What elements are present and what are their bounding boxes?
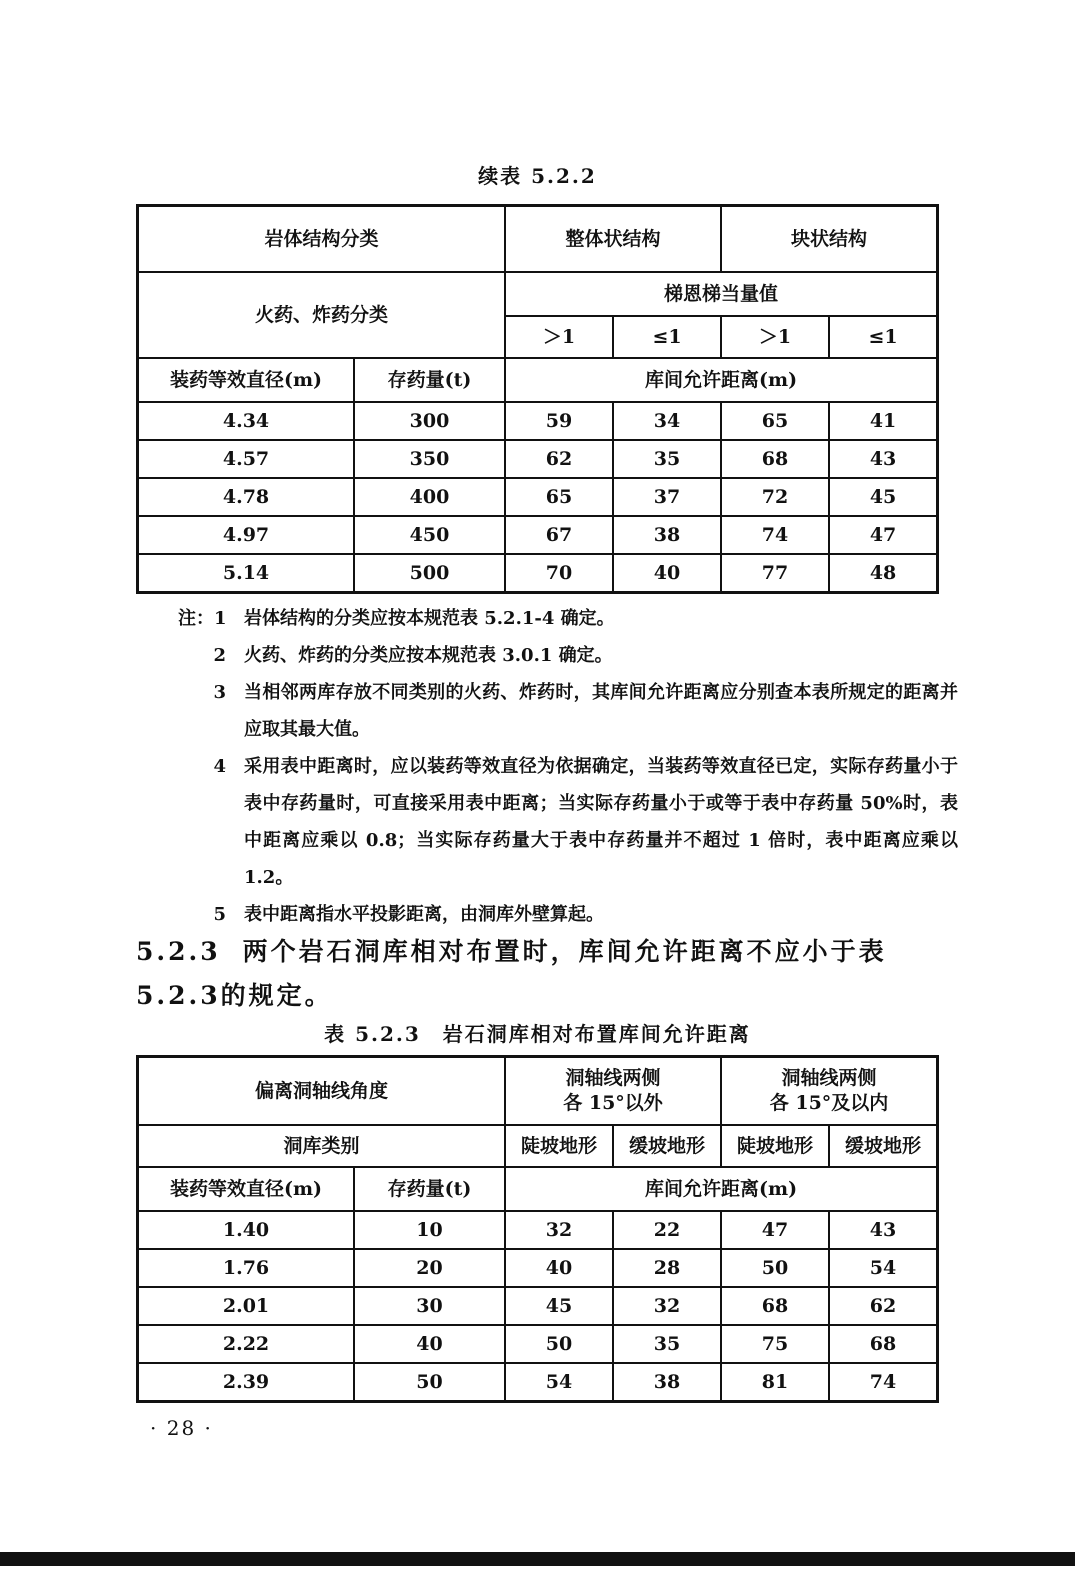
cell-distance: 65	[505, 478, 613, 516]
header-rock-structure: 岩体结构分类	[138, 206, 505, 272]
cell-distance: 50	[721, 1249, 829, 1287]
cell-storage: 30	[354, 1287, 505, 1325]
header-storage-amount: 存药量(t)	[354, 358, 505, 402]
cell-diameter: 4.97	[138, 516, 354, 554]
cell-diameter: 1.40	[138, 1211, 354, 1249]
cell-diameter: 2.01	[138, 1287, 354, 1325]
table-row	[138, 1325, 937, 1363]
header-inside-15-line2: 各 15°及以内	[769, 1092, 889, 1114]
header-inside-15	[721, 1057, 937, 1125]
cell-storage: 50	[354, 1363, 505, 1401]
cell-distance: 81	[721, 1363, 829, 1401]
note-text: 表中距离指水平投影距离，由洞库外壁算起。	[244, 904, 604, 925]
table-row	[138, 1249, 937, 1287]
note-number: 4	[213, 756, 226, 777]
cell-distance: 68	[829, 1325, 937, 1363]
header-tnt-le-1: ≤1	[613, 316, 721, 358]
cell-distance: 70	[505, 554, 613, 592]
cell-distance: 59	[505, 402, 613, 440]
cell-distance: 38	[613, 516, 721, 554]
table-2	[137, 1056, 938, 1402]
header-outside-15-line2: 各 15°以外	[563, 1092, 663, 1114]
cell-distance: 68	[721, 440, 829, 478]
cell-storage: 400	[354, 478, 505, 516]
cell-distance: 65	[721, 402, 829, 440]
note-number: 2	[213, 645, 226, 666]
table-row	[138, 516, 937, 554]
cell-storage: 40	[354, 1325, 505, 1363]
table-1-title: 续表 5.2.2	[478, 164, 597, 188]
cell-diameter: 4.34	[138, 402, 354, 440]
cell-diameter: 4.57	[138, 440, 354, 478]
cell-distance: 28	[613, 1249, 721, 1287]
cell-distance: 62	[829, 1287, 937, 1325]
clause-paragraph	[136, 930, 946, 1018]
cell-distance: 54	[829, 1249, 937, 1287]
cell-distance: 37	[613, 478, 721, 516]
note-label: 注：1	[178, 608, 227, 629]
cell-distance: 35	[613, 1325, 721, 1363]
table-row	[138, 1363, 937, 1401]
clause-text: 两个岩石洞库相对布置时，库间允许距离不应小于表5.2.3的规定。	[136, 937, 887, 1010]
header-charge-diameter: 装药等效直径(m)	[138, 358, 354, 402]
header-block-structure: 块状结构	[721, 206, 937, 272]
cell-distance: 40	[613, 554, 721, 592]
cell-distance: 35	[613, 440, 721, 478]
header-outside-15-line1: 洞轴线两侧	[565, 1067, 661, 1090]
note-item	[178, 637, 958, 674]
cell-storage: 10	[354, 1211, 505, 1249]
cell-distance: 45	[505, 1287, 613, 1325]
header-cave-category: 洞库类别	[138, 1125, 505, 1167]
cell-distance: 74	[829, 1363, 937, 1401]
cell-distance: 41	[829, 402, 937, 440]
note-item	[178, 896, 958, 933]
note-number: 5	[213, 904, 226, 925]
cell-distance: 47	[721, 1211, 829, 1249]
cell-distance: 32	[613, 1287, 721, 1325]
header-inside-15-line1: 洞轴线两侧	[781, 1067, 877, 1090]
header-allowed-distance: 库间允许距离(m)	[505, 358, 937, 402]
header-gentle-terrain: 缓坡地形	[829, 1125, 937, 1167]
table-row	[138, 554, 937, 592]
header-tnt-gt-1: ＞1	[721, 316, 829, 358]
cell-distance: 34	[613, 402, 721, 440]
header-steep-terrain: 陡坡地形	[721, 1125, 829, 1167]
cell-distance: 43	[829, 440, 937, 478]
cell-distance: 54	[505, 1363, 613, 1401]
cell-storage: 300	[354, 402, 505, 440]
table-row	[138, 1287, 937, 1325]
cell-storage: 500	[354, 554, 505, 592]
cell-distance: 72	[721, 478, 829, 516]
page-number: · 28 ·	[150, 1416, 213, 1440]
note-text: 岩体结构的分类应按本规范表 5.2.1-4 确定。	[244, 608, 615, 629]
header-tnt-gt-1: ＞1	[505, 316, 613, 358]
cell-distance: 47	[829, 516, 937, 554]
table-row	[138, 440, 937, 478]
header-steep-terrain: 陡坡地形	[505, 1125, 613, 1167]
cell-diameter: 2.22	[138, 1325, 354, 1363]
note-text: 火药、炸药的分类应按本规范表 3.0.1 确定。	[244, 645, 613, 666]
cell-distance: 68	[721, 1287, 829, 1325]
header-tnt-equivalent: 梯恩梯当量值	[505, 272, 937, 316]
header-charge-diameter: 装药等效直径(m)	[138, 1167, 354, 1211]
cell-distance: 50	[505, 1325, 613, 1363]
table-row	[138, 402, 937, 440]
note-number: 3	[213, 682, 226, 703]
cell-distance: 74	[721, 516, 829, 554]
cell-diameter: 1.76	[138, 1249, 354, 1287]
header-tnt-le-1: ≤1	[829, 316, 937, 358]
cell-diameter: 4.78	[138, 478, 354, 516]
note-text: 采用表中距离时，应以装药等效直径为依据确定，当装药等效直径已定，实际存药量小于表中存药量时，可直接采用表中距离；当实际存药量小于或等于表中存药量 50%时，表中距离应乘以 0.8；当实际存药量大于表中存药量并不超过 1 倍时，表中距离应乘以 1.2。	[244, 756, 958, 888]
note-text: 当相邻两库存放不同类别的火药、炸药时，其库间允许距离应分别查本表所规定的距离并应取其最大值。	[244, 682, 958, 740]
cell-diameter: 5.14	[138, 554, 354, 592]
cell-diameter: 2.39	[138, 1363, 354, 1401]
header-allowed-distance: 库间允许距离(m)	[505, 1167, 937, 1211]
header-storage-amount: 存药量(t)	[354, 1167, 505, 1211]
cell-distance: 40	[505, 1249, 613, 1287]
cell-distance: 48	[829, 554, 937, 592]
cell-distance: 43	[829, 1211, 937, 1249]
header-gentle-terrain: 缓坡地形	[613, 1125, 721, 1167]
cell-distance: 67	[505, 516, 613, 554]
cell-storage: 350	[354, 440, 505, 478]
table-notes	[178, 600, 958, 933]
cell-distance: 22	[613, 1211, 721, 1249]
table-row	[138, 478, 937, 516]
header-axis-angle: 偏离洞轴线角度	[138, 1057, 505, 1125]
note-item	[178, 674, 958, 748]
cell-distance: 75	[721, 1325, 829, 1363]
page-bottom-edge	[0, 1552, 1075, 1566]
note-item	[178, 600, 958, 637]
header-outside-15	[505, 1057, 721, 1125]
cell-storage: 450	[354, 516, 505, 554]
header-explosive-category: 火药、炸药分类	[138, 272, 505, 358]
cell-distance: 32	[505, 1211, 613, 1249]
table-row	[138, 1211, 937, 1249]
clause-number: 5.2.3	[136, 937, 221, 966]
cell-distance: 62	[505, 440, 613, 478]
cell-distance: 45	[829, 478, 937, 516]
table-2-title: 表 5.2.3 岩石洞库相对布置库间允许距离	[324, 1022, 751, 1046]
cell-storage: 20	[354, 1249, 505, 1287]
header-integral-structure: 整体状结构	[505, 206, 721, 272]
note-item	[178, 748, 958, 896]
table-1	[137, 205, 938, 593]
cell-distance: 77	[721, 554, 829, 592]
cell-distance: 38	[613, 1363, 721, 1401]
